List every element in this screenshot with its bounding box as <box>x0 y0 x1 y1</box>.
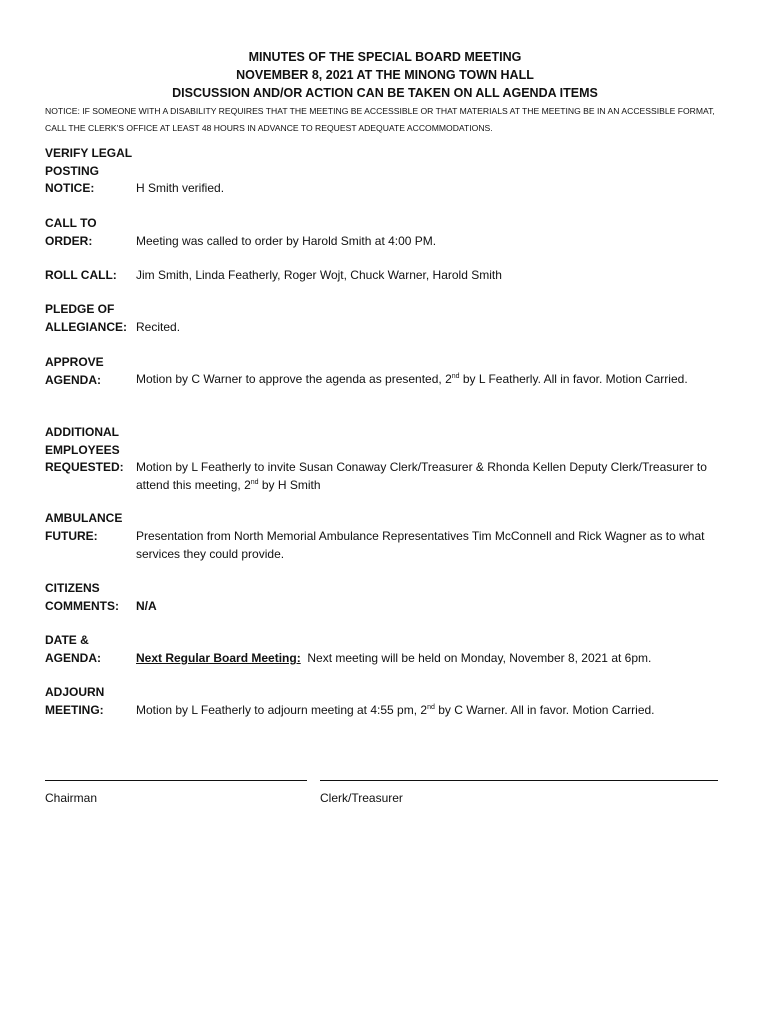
ambulance-text: Presentation from North Memorial Ambulance Representatives Tim McConnell and Rick Wagner as to what services they could provide. <box>136 529 705 561</box>
additional-employees-text: Motion by L Featherly to invite Susan Conaway Clerk/Treasurer & Rhonda Kellen Deputy Clerk/Treasurer to attend this meeting, 2nd by H Smith <box>136 460 707 492</box>
citizens-text: N/A <box>136 599 157 613</box>
chairman-signature-line <box>45 780 307 781</box>
call-to-order-text: Meeting was called to order by Harold Smith at 4:00 PM. <box>136 234 437 248</box>
date-agenda-text: Next Regular Board Meeting: Next meeting will be held on Monday, November 8, 2021 at 6pm. <box>136 651 652 665</box>
title-line-2: NOVEMBER 8, 2021 AT THE MINONG TOWN HALL <box>236 68 534 82</box>
chairman-label: Chairman <box>45 791 98 805</box>
clerk-treasurer-label: Clerk/Treasurer <box>320 791 403 805</box>
call-to-order-label: CALL TO ORDER: <box>45 216 97 248</box>
title-line-1: MINUTES OF THE SPECIAL BOARD MEETING <box>248 50 522 64</box>
pledge-text: Recited. <box>136 320 181 334</box>
clerk-signature-line <box>320 780 718 781</box>
adjourn-text: Motion by L Featherly to adjourn meeting at 4:55 pm, 2nd by C Warner. All in favor. Motion Carried. <box>136 703 655 717</box>
roll-call-label: ROLL CALL: <box>45 268 117 282</box>
approve-agenda-label: APPROVE AGENDA: <box>45 355 104 387</box>
title-line-3: DISCUSSION AND/OR ACTION CAN BE TAKEN ON ALL AGENDA ITEMS <box>172 86 598 100</box>
verify-label: VERIFY LEGAL POSTING NOTICE: <box>45 146 133 195</box>
ambulance-label: AMBULANCE FUTURE: <box>45 511 123 543</box>
additional-employees-label: ADDITIONAL EMPLOYEES REQUESTED: <box>45 425 124 474</box>
pledge-label: PLEDGE OF ALLEGIANCE: <box>45 302 127 334</box>
adjourn-label: ADJOURN MEETING: <box>45 685 105 717</box>
accessibility-notice: NOTICE: IF SOMEONE WITH A DISABILITY REQUIRES THAT THE MEETING BE ACCESSIBLE OR THAT MATERIALS AT THE MEETING BE IN AN ACCESSIBLE FORMAT, CALL THE CLERK'S OFFICE AT LEAST 48 HOURS IN ADVANCE TO REQUEST ADEQUATE ACCOMMODATIONS. <box>45 106 715 133</box>
verify-text: H Smith verified. <box>136 181 225 195</box>
next-meeting-heading: Next Regular Board Meeting: <box>136 651 301 665</box>
roll-call-text: Jim Smith, Linda Featherly, Roger Wojt, Chuck Warner, Harold Smith <box>136 268 502 282</box>
date-agenda-label: DATE & AGENDA: <box>45 633 101 665</box>
approve-agenda-text: Motion by C Warner to approve the agenda as presented, 2nd by L Featherly. All in favor. Motion Carried. <box>136 372 688 386</box>
citizens-label: CITIZENS COMMENTS: <box>45 581 119 613</box>
